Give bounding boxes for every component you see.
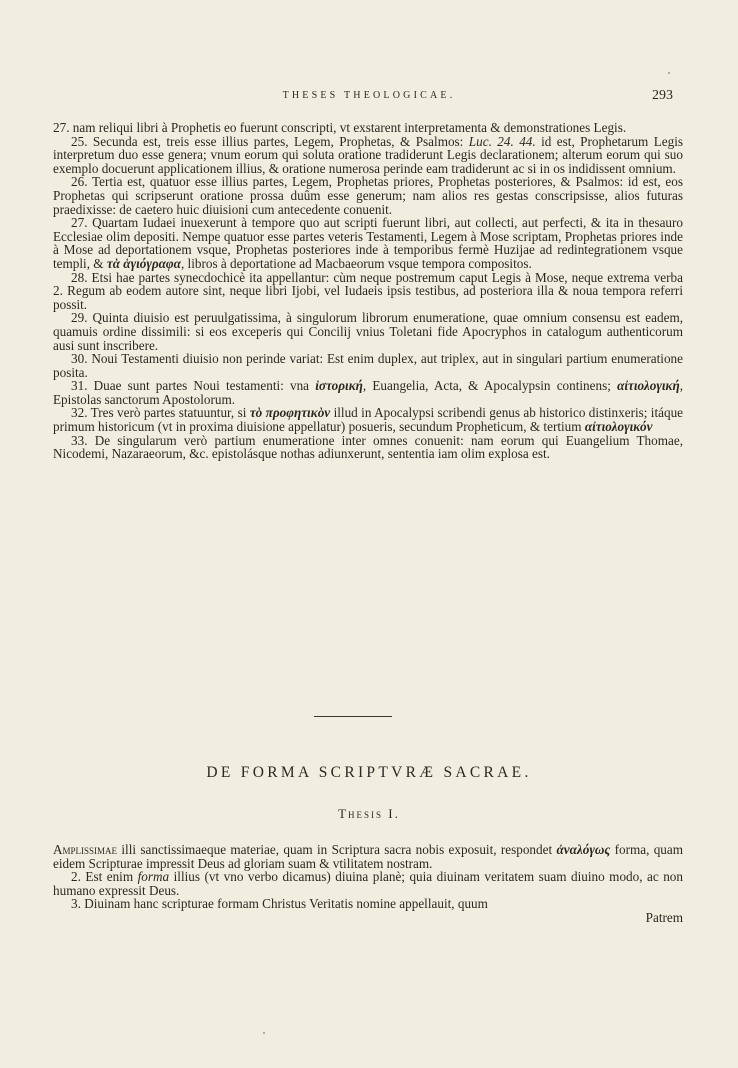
paragraph-text: , Euangelia, Acta, & Apocalypsin continens; bbox=[362, 378, 611, 394]
paragraph-text: illi sanctissimaeque materiae, quam in Scriptura sacra nobis exposuit, respondet bbox=[121, 842, 553, 857]
paragraph-text: illius (vt vno verbo dicamus) diuina planè; quia diuinam veritatem suam diuino modo, ac non humano expressit Deus. bbox=[53, 869, 683, 898]
paragraph-25 bbox=[53, 135, 683, 176]
paragraph-29 bbox=[53, 311, 683, 352]
paper-speck bbox=[263, 1032, 265, 1034]
paragraph-text: Quartam Iudaei inuexerunt à tempore quo aut scripti fuerunt libri, aut collecti, aut perfecti, & ita in thesauro Ecclesiae olim depositi. Nempe quatuor esse partes veteris Testamenti, Legem à Mose scriptam, Prophetas priores inde à Mose ad deportationem vsque, Prophetas posteriores inde à temporibus fermè Huzijae ad redintegrationem vsque templi, & bbox=[53, 215, 684, 271]
paragraph-3 bbox=[53, 897, 683, 924]
paragraph-text: Tertia est, quatuor esse illius partes, Legem, Prophetas priores, Prophetas posteriores, & Psalmos: id est, eos Prophetas qui scripserunt oratione prossa duûm esse generum; nam alios res gestas conscripsisse, alios futuras praedixisse: de caetero huic diuisioni cum antecedente conuenit. bbox=[53, 174, 684, 217]
text-block-bottom bbox=[53, 843, 683, 925]
paragraph-1 bbox=[53, 843, 683, 870]
paragraph-text: Duae sunt partes Noui testamenti: vna bbox=[93, 378, 310, 394]
greek-term: τὸ προφητικὸν bbox=[249, 405, 331, 421]
paragraph-number: 32. bbox=[71, 405, 88, 421]
paragraph-number: 28. bbox=[71, 269, 88, 285]
paragraph-number: 3. bbox=[71, 896, 81, 912]
paragraph-text: , libros à deportatione ad Macbaeorum vsque tempora compositos. bbox=[180, 255, 532, 271]
paragraph-number: 27. bbox=[71, 215, 88, 231]
paragraph-31 bbox=[53, 379, 683, 406]
scripture-reference: Luc. 24. 44. bbox=[468, 133, 536, 149]
lead-word: Amplissimae bbox=[53, 842, 118, 857]
paragraph-text: illud in Apocalypsi scribendi genus ab historico distinxeris; itáque primum historicum (vt in proxima diuisione appellatur) posueris, secundum Propheticum, & tertium bbox=[53, 405, 684, 435]
page-number: 293 bbox=[652, 88, 673, 103]
catchword: Patrem bbox=[645, 909, 683, 925]
paragraph-28 bbox=[53, 271, 683, 312]
paragraph-number: 26. bbox=[71, 174, 88, 190]
section-title: DE FORMA SCRIPTVRÆ SACRAE. bbox=[206, 764, 532, 781]
paragraph-text: De singularum verò partium enumeratione inter omnes conuenit: nam eorum qui Euangelium Thomae, Nicodemi, Nazaraeorum, &c. epistolásque nothas adiunxerunt, sententia iam olim explosa est. bbox=[53, 432, 684, 462]
greek-term: αἰτιολογικόν bbox=[584, 419, 653, 435]
thesis-title bbox=[0, 806, 738, 822]
paragraph-text: Diuinam hanc scripturae formam Christus Veritatis nomine appellauit, quum bbox=[84, 896, 488, 912]
paragraph-26 bbox=[53, 175, 683, 216]
paragraph-27a bbox=[53, 121, 683, 135]
paragraph-text: Noui Testamenti diuisio non perinde variat: Est enim duplex, aut triplex, aut in singulari partium enumeratione posita. bbox=[53, 351, 683, 380]
paragraph-number: 25. bbox=[71, 133, 88, 149]
paragraph-number: 30. bbox=[71, 351, 88, 367]
paragraph-text: nam reliqui libri à Prophetis eo fuerunt conscripti, vt exstarent interpretamenta & demonstrationes Legis. bbox=[72, 120, 627, 135]
paragraph-text: forma, quam eidem Scripturae impressit Deus ad gloriam suam & vtilitatem nostram. bbox=[53, 842, 684, 871]
paragraph-number: 2. bbox=[71, 869, 81, 885]
paragraph-text: , Epistolas sanctorum Apostolorum. bbox=[53, 378, 684, 407]
paragraph-text: Quinta diuisio est peruulgatissima, à singulorum librorum enumeratione, quae omnium consensu est eadem, quamuis ordine dissimili: si eos exceperis qui Concilij vnius Toletani fide Apocryphos in catalogum authenticorum ausi sunt inscribere. bbox=[53, 310, 683, 353]
paragraph-27b bbox=[53, 216, 683, 270]
greek-term: ἀναλόγως bbox=[556, 842, 611, 857]
paragraph-30 bbox=[53, 352, 683, 379]
paragraph-text: Tres verò partes statuuntur, si bbox=[90, 405, 247, 421]
page-header bbox=[0, 88, 738, 108]
paragraph-number: 27. bbox=[53, 120, 70, 135]
paragraph-text: Est enim bbox=[85, 869, 134, 885]
paragraph-32 bbox=[53, 406, 683, 433]
paper-speck bbox=[668, 72, 670, 74]
paragraph-text: Secunda est, treis esse illius partes, Legem, Prophetas, & Psalmos: bbox=[92, 133, 464, 149]
thesis-title-text: Thesis I. bbox=[338, 806, 400, 821]
paragraph-text: Etsi hae partes synecdochicè ita appellantur: cùm neque postremum caput Legis à Mose, neque extrema verba 2. Regum ab eodem autore sint, neque libri Ijobi, vel Iudaeis ipsis testibus, ad posteriora illa & noua tempora referri possit. bbox=[53, 269, 684, 312]
paragraph-33 bbox=[53, 434, 683, 461]
paragraph-text: id est, Prophetarum Legis interpretum duo esse genera; vnum eorum qui soluta oratione tradiderunt Legis declarationem; alterum eorum qui suo exemplo docuerunt applicationem illius, & oratione numerosa perinde eam tradiderunt ac si in os indidissent omnium. bbox=[53, 133, 684, 176]
text-block-top bbox=[53, 121, 683, 461]
paragraph-number: 33. bbox=[71, 432, 88, 448]
running-title: THESES THEOLOGICAE. bbox=[282, 90, 456, 101]
greek-term: τὰ ἁγιόγραφα bbox=[106, 255, 181, 271]
paragraph-number: 29. bbox=[71, 310, 88, 326]
italic-term: forma bbox=[137, 869, 170, 885]
section-divider bbox=[314, 716, 392, 717]
paragraph-2 bbox=[53, 870, 683, 897]
greek-term: ἱστορική bbox=[315, 378, 363, 394]
greek-term: αἰτιολογική bbox=[617, 378, 680, 394]
paragraph-number: 31. bbox=[71, 378, 88, 394]
